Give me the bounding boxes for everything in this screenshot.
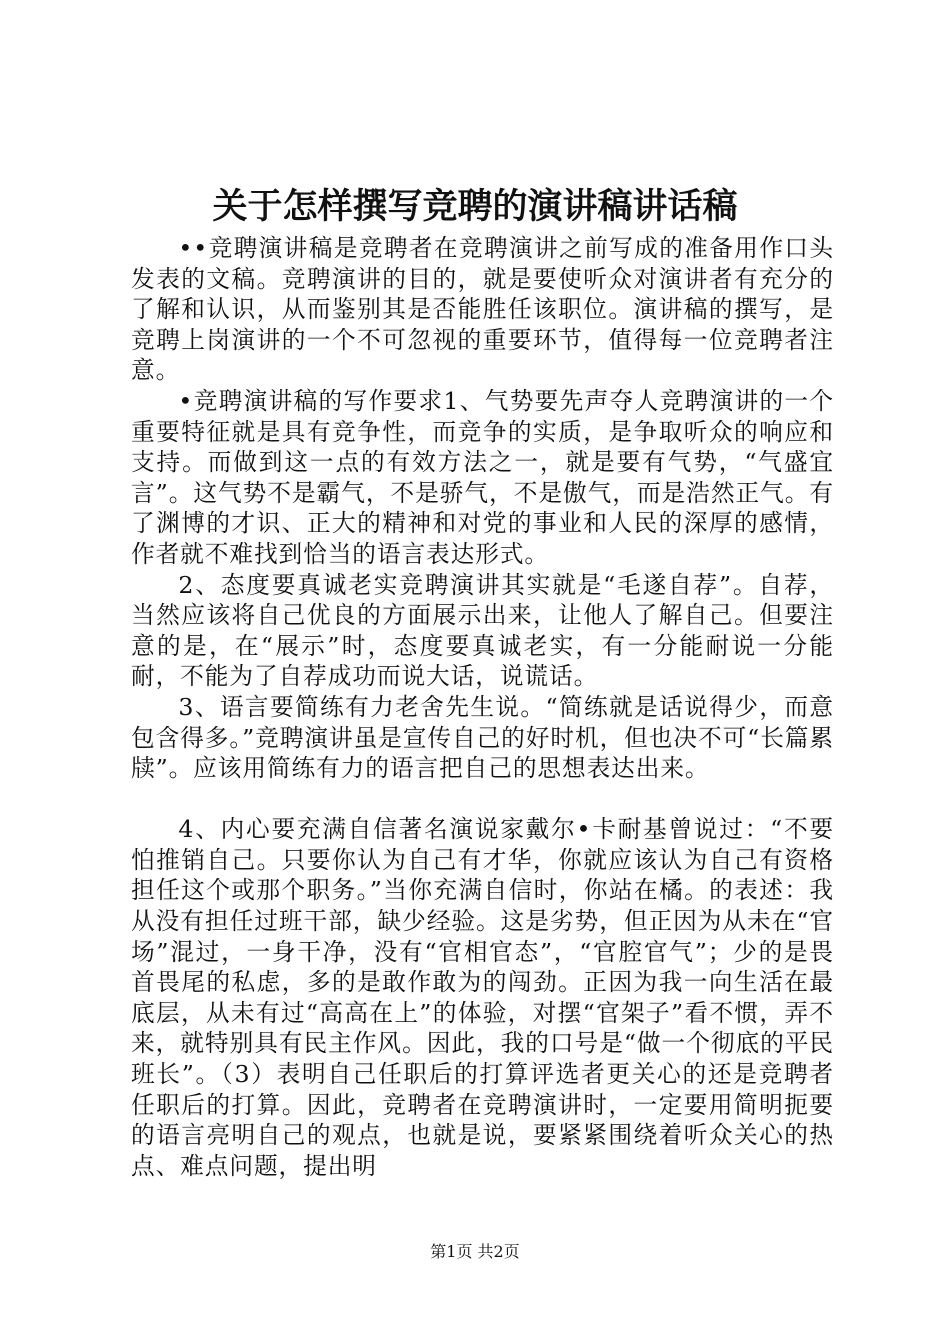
paragraph-requirement-2: 2、态度要真诚老实竞聘演讲其实就是“毛遂自荐”。自荐，当然应该将自己优良的方面展示出来，让他人了解自己。但要注意的是，在“展示”时，态度要真诚老实，有一分能耐说一分能耐，不能为了自荐成功而说大话，说谎话。 (131, 570, 834, 691)
document-title: 关于怎样撰写竞聘的演讲稿讲话稿 (212, 187, 738, 227)
paragraph-requirement-1: •竞聘演讲稿的写作要求1、气势要先声夺人竞聘演讲的一个重要特征就是具有竞争性，而竞争的实质，是争取听众的响应和支持。而做到这一点的有效方法之一，就是要有气势，“气盛宜言”。这气势不是霸气，不是骄气，不是傲气，而是浩然正气。有了渊博的才识、正大的精神和对党的事业和人民的深厚的感情，作者就不难找到恰当的语言表达形式。 (131, 386, 834, 568)
document-body (131, 233, 834, 1181)
page-number-footer: 第1页 共2页 (430, 1242, 520, 1261)
paragraph-intro: ••竞聘演讲稿是竞聘者在竞聘演讲之前写成的准备用作口头发表的文稿。竞聘演讲的目的，就是要使听众对演讲者有充分的了解和认识，从而鉴别其是否能胜任该职位。演讲稿的撰写，是竞聘上岗演讲的一个不可忽视的重要环节，值得每一位竞聘者注意。 (131, 234, 834, 385)
paragraph-requirement-3: 3、语言要简练有力老舍先生说。“简练就是话说得少，而意包含得多。”竞聘演讲虽是宣传自己的好时机，但也决不可“长篇累牍”。应该用简练有力的语言把自己的思想表达出来。 (131, 692, 834, 783)
paragraph-requirement-4: 4、内心要充满自信著名演说家戴尔•卡耐基曾说过：“不要怕推销自己。只要你认为自己有才华，你就应该认为自己有资格担任这个或那个职务。”当你充满自信时，你站在橘。的表述：我从没有担任过班干部，缺少经验。这是劣势，但正因为从未在“官场”混过，一身干净，没有“官相官态”，“官腔官气”；少的是畏首畏尾的私虑，多的是敢作敢为的闯劲。正因为我一向生活在最底层，从未有过“高高在上”的体验，对摆“官架子”看不惯，弄不来，就特别具有民主作风。因此，我的口号是“做一个彻底的平民班长”。（3）表明自己任职后的打算评选者更关心的还是竞聘者任职后的打算。因此，竞聘者在竞聘演讲时，一定要用简明扼要的语言亮明自己的观点，也就是说，要紧紧围绕着听众关心的热点、难点问题，提出明 (131, 815, 834, 1180)
